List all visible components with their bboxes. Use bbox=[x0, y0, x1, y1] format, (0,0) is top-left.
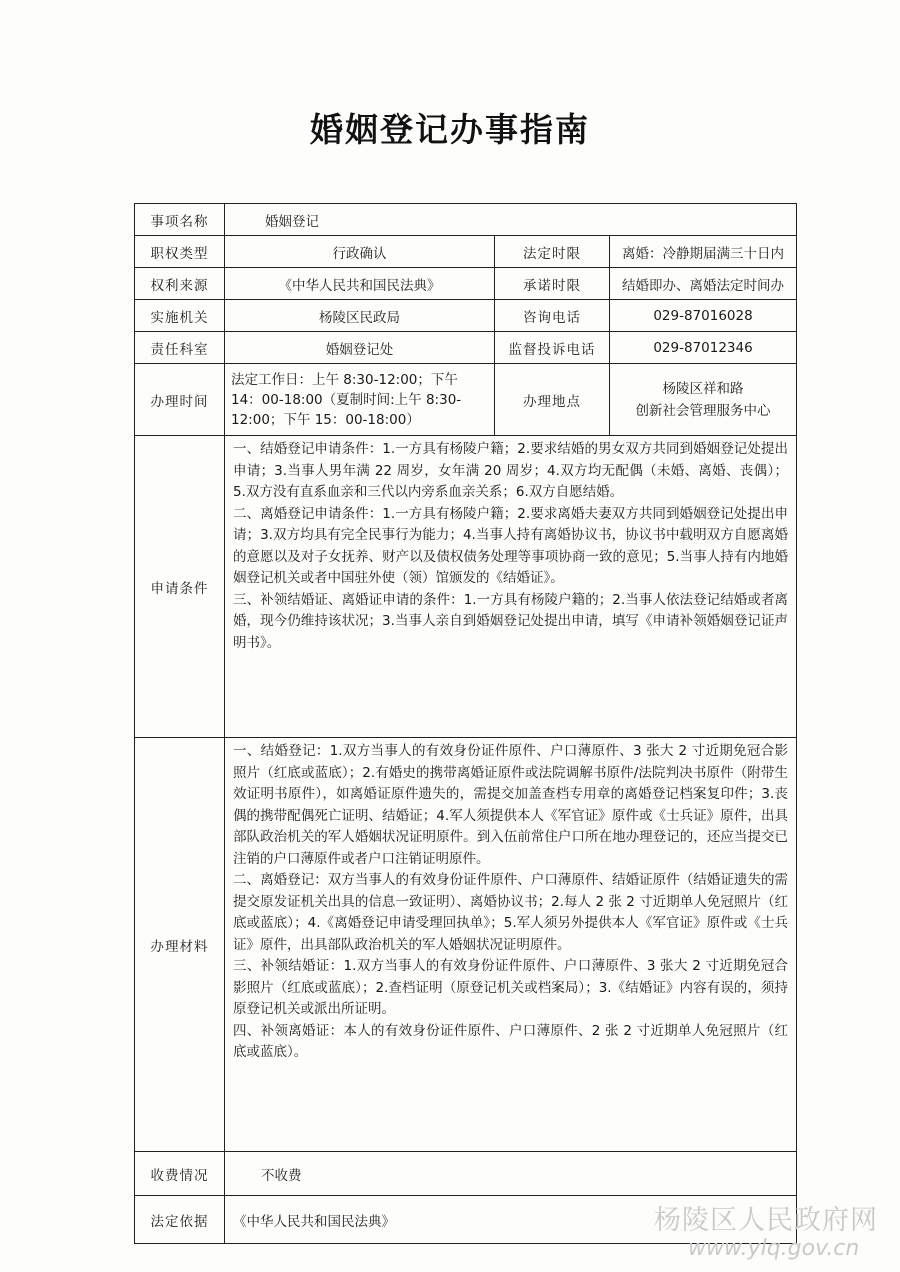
value-complaint-phone: 029-87012346 bbox=[610, 332, 797, 364]
materials-paragraph: 一、结婚登记：1.双方当事人的有效身份证件原件、户口薄原件、3 张大 2 寸近期免冠合影照片（红底或蓝底）；2.有婚史的携带离婚证原件或法院调解书原件/法院判决书原件（附带生效证明书原件），如离婚证原件遗失的，需提交加盖查档专用章的离婚登记档案复印件；3.丧偶的携带配偶死亡证明、结婚证；4.军人须提供本人《军官证》原件或《士兵证》原件，出具部队政治机关的军人婚姻状况证明原件。到入伍前常住户口所在地办理登记的，还应当提交已注销的户口薄原件或者户口注销证明原件。 bbox=[233, 743, 789, 867]
label-power-source: 权利来源 bbox=[135, 268, 225, 300]
label-basis: 法定依据 bbox=[135, 1196, 225, 1244]
guide-table bbox=[134, 203, 797, 1244]
conditions-paragraph: 二、离婚登记申请条件：1.一方具有杨陵户籍；2.要求离婚夫妻双方共同到婚姻登记处提出申请；3.双方均具有完全民事行为能力；4.当事人持有离婚协议书，协议书中载明双方自愿离婚的意愿以及对子女抚养、财产以及债权债务处理等事项协商一致的意见；5.当事人持有内地婚姻登记机关或者中国驻外使（领）馆颁发的《结婚证》。 bbox=[233, 505, 789, 586]
label-item-name: 事项名称 bbox=[135, 204, 225, 236]
value-promised-time: 结婚即办、离婚法定时间办 bbox=[610, 268, 797, 300]
label-power-type: 职权类型 bbox=[135, 236, 225, 268]
row-hours bbox=[135, 364, 797, 436]
label-location: 办理地点 bbox=[495, 364, 610, 436]
materials-paragraph: 四、补领离婚证：本人的有效身份证件原件、户口薄原件、2 张 2 寸近期单人免冠照片（红底或蓝底）。 bbox=[233, 1022, 789, 1060]
row-power-source bbox=[135, 268, 797, 300]
location-line-1: 杨陵区祥和路 bbox=[662, 380, 744, 397]
watermark-name: 杨陵区人民政府网 bbox=[654, 1205, 878, 1236]
row-fees bbox=[135, 1152, 797, 1196]
conditions-paragraph: 三、补领结婚证、离婚证申请的条件：1.一方具有杨陵户籍的；2.当事人依法登记结婚或者离婚，现今仍维持该状况；3.当事人亲自到婚姻登记处提出申请，填写《申请补领婚姻登记证声明书》。 bbox=[233, 591, 789, 651]
location-line-2: 创新社会管理服务中心 bbox=[635, 402, 771, 419]
value-basis: 《中华人民共和国民法典》 bbox=[225, 1196, 797, 1244]
label-dept: 责任科室 bbox=[135, 332, 225, 364]
label-consult-phone: 咨询电话 bbox=[495, 300, 610, 332]
label-promised-time: 承诺时限 bbox=[495, 268, 610, 300]
value-materials bbox=[225, 738, 797, 1152]
row-item-name bbox=[135, 204, 797, 236]
value-fees: 不收费 bbox=[225, 1152, 797, 1196]
value-dept: 婚姻登记处 bbox=[225, 332, 495, 364]
conditions-paragraph: 一、结婚登记申请条件：1.一方具有杨陵户籍；2.要求结婚的男女双方共同到婚姻登记处提出申请；3.当事人男年满 22 周岁，女年满 20 周岁；4.双方均无配偶（未婚、离婚、丧偶）；5.双方没有直系血亲和三代以内旁系血亲关系；6.双方自愿结婚。 bbox=[233, 441, 789, 500]
value-consult-phone: 029-87016028 bbox=[610, 300, 797, 332]
value-item-name: 婚姻登记 bbox=[225, 204, 797, 236]
row-dept bbox=[135, 332, 797, 364]
row-agency bbox=[135, 300, 797, 332]
row-materials bbox=[135, 738, 797, 1152]
row-conditions bbox=[135, 436, 797, 738]
label-materials: 办理材料 bbox=[135, 738, 225, 1152]
materials-paragraph: 二、离婚登记：双方当事人的有效身份证件原件、户口薄原件、结婚证原件（结婚证遗失的需提交原发证机关出具的信息一致证明）、离婚协议书；2.每人 2 张 2 寸近期单人免冠照片（红底或蓝底）；4.《离婚登记申请受理回执单》；5.军人须另外提供本人《军官证》原件或《士兵证》原件，出具部队政治机关的军人婚姻状况证明原件。 bbox=[233, 872, 789, 953]
label-fees: 收费情况 bbox=[135, 1152, 225, 1196]
label-conditions: 申请条件 bbox=[135, 436, 225, 738]
value-power-type: 行政确认 bbox=[225, 236, 495, 268]
value-hours: 法定工作日：上午 8:30-12:00；下午 14：00-18:00（夏制时间:上午 8:30-12:00；下午 15：00-18:00） bbox=[225, 364, 495, 436]
label-agency: 实施机关 bbox=[135, 300, 225, 332]
label-hours: 办理时间 bbox=[135, 364, 225, 436]
value-legal-time-limit: 离婚：冷静期届满三十日内 bbox=[610, 236, 797, 268]
value-power-source: 《中华人民共和国民法典》 bbox=[225, 268, 495, 300]
page-title: 婚姻登记办事指南 bbox=[310, 110, 590, 149]
row-power-type bbox=[135, 236, 797, 268]
materials-paragraph: 三、补领结婚证：1.双方当事人的有效身份证件原件、户口薄原件、3 张大 2 寸近期免冠合影照片（红底或蓝底）；2.查档证明（原登记机关或档案局）；3.《结婚证》内容有误的，须持原登记机关或派出所证明。 bbox=[233, 958, 789, 1017]
label-legal-time-limit: 法定时限 bbox=[495, 236, 610, 268]
label-complaint-phone: 监督投诉电话 bbox=[495, 332, 610, 364]
value-agency: 杨陵区民政局 bbox=[225, 300, 495, 332]
value-conditions bbox=[225, 436, 797, 738]
value-location bbox=[610, 364, 797, 436]
watermark-url: www.ylq.gov.cn bbox=[688, 1236, 860, 1261]
